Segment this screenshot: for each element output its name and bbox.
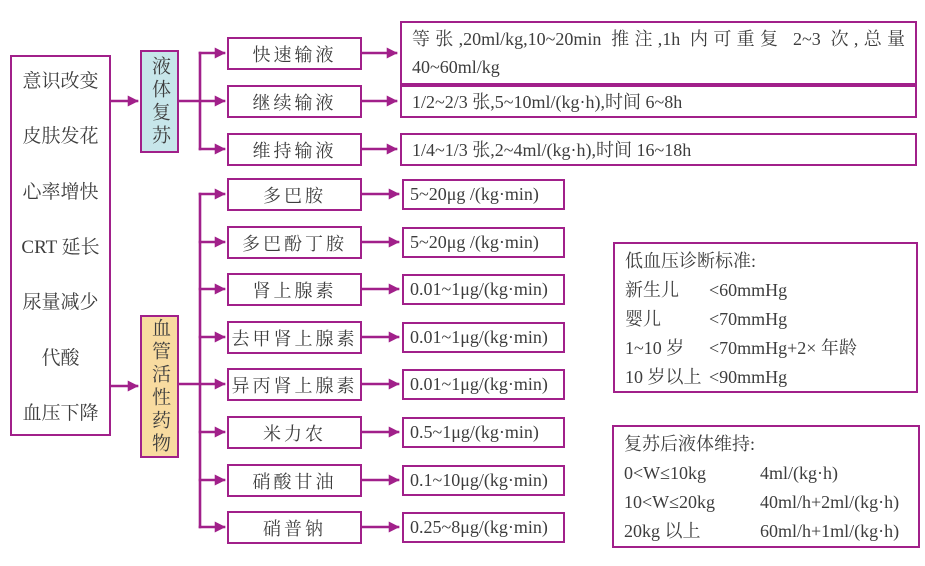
symptom-label: 心率增快	[22, 181, 99, 203]
dose-dobutamine	[402, 227, 565, 258]
dose-text: 5~20μg /(kg·min)	[410, 232, 539, 252]
dose-isoproterenol	[402, 369, 565, 400]
node-label: 多巴酚丁胺	[242, 233, 347, 254]
maintenance-rate: 40ml/h+2ml/(kg·h)	[760, 492, 900, 512]
detail-text: 等张,20ml/kg,10~20min 推注,1h 内可重复 2~3 次,总量	[412, 29, 905, 49]
dose-text: 0.01~1μg/(kg·min)	[410, 327, 548, 347]
dose-norepinephrine	[402, 322, 565, 353]
maintenance-row	[624, 517, 908, 546]
dose-text: 0.1~10μg/(kg·min)	[410, 470, 548, 490]
criteria-row	[625, 363, 906, 392]
node-label: 肾上腺素	[252, 280, 337, 301]
criteria-row	[625, 305, 906, 334]
dose-epinephrine	[402, 274, 565, 305]
node-label: 异丙肾上腺素	[231, 375, 358, 396]
node-rapid-infusion	[227, 37, 362, 70]
category-vasoactive-drugs	[140, 315, 179, 458]
node-label: 硝普钠	[263, 518, 326, 539]
criteria-age: 1~10 岁	[625, 338, 685, 358]
dose-milrinone	[402, 417, 565, 448]
node-label: 去甲肾上腺素	[231, 328, 358, 349]
criteria-age: 婴儿	[625, 309, 661, 329]
node-milrinone	[227, 416, 362, 449]
criteria-value: <70mmHg+2× 年龄	[709, 338, 857, 358]
node-label: 继续输液	[252, 92, 337, 113]
node-label: 维持输液	[252, 140, 337, 161]
symptom-label: CRT 延长	[21, 236, 100, 258]
dose-text: 0.5~1μg/(kg·min)	[410, 422, 539, 442]
node-label: 米力农	[263, 423, 326, 444]
detail-continue-infusion	[400, 85, 917, 118]
node-dobutamine	[227, 226, 362, 259]
criteria-row	[625, 276, 906, 305]
category-fluid-label: 液体复苏	[149, 55, 170, 148]
category-vasoactive-label: 血管活性药物	[149, 317, 170, 456]
category-fluid-resuscitation	[140, 50, 179, 153]
node-label: 硝酸甘油	[252, 471, 337, 492]
criteria-value: <70mmHg	[709, 309, 788, 329]
symptom-label: 代酸	[41, 347, 80, 369]
detail-maintain-infusion	[400, 133, 917, 166]
weight-range: 10<W≤20kg	[624, 492, 716, 512]
symptom-label: 皮肤发花	[22, 126, 99, 148]
maintenance-rate: 60ml/h+1ml/(kg·h)	[760, 521, 900, 541]
node-nitroglycerin	[227, 464, 362, 497]
node-isoproterenol	[227, 368, 362, 401]
node-label: 快速输液	[252, 44, 337, 65]
criteria-value: <60mmHg	[709, 280, 788, 300]
node-continue-infusion	[227, 85, 362, 118]
maintenance-row	[624, 459, 908, 488]
dose-text: 0.01~1μg/(kg·min)	[410, 279, 548, 299]
symptom-label: 尿量减少	[22, 292, 99, 314]
maintenance-row	[624, 488, 908, 517]
symptoms-box	[10, 55, 111, 436]
criteria-age: 新生儿	[625, 280, 679, 300]
weight-range: 20kg 以上	[624, 521, 701, 541]
node-epinephrine	[227, 273, 362, 306]
dose-text: 0.25~8μg/(kg·min)	[410, 517, 548, 537]
dose-dopamine	[402, 179, 565, 210]
detail-text: 1/2~2/3 张,5~10ml/(kg·h),时间 6~8h	[412, 91, 683, 112]
criteria-row	[625, 334, 906, 363]
node-nitroprusside	[227, 511, 362, 544]
hypotension-criteria-title: 低血压诊断标准:	[625, 251, 757, 271]
dose-text: 0.01~1μg/(kg·min)	[410, 374, 548, 394]
detail-rapid-infusion	[400, 21, 917, 85]
node-maintain-infusion	[227, 133, 362, 166]
dose-text: 5~20μg /(kg·min)	[410, 184, 539, 204]
dose-nitroprusside	[402, 512, 565, 543]
criteria-age: 10 岁以上	[625, 367, 702, 387]
node-dopamine	[227, 178, 362, 211]
detail-text: 1/4~1/3 张,2~4ml/(kg·h),时间 16~18h	[412, 139, 692, 160]
node-label: 多巴胺	[263, 185, 326, 206]
detail-text: 40~60ml/kg	[412, 57, 500, 77]
symptom-label: 意识改变	[22, 71, 99, 92]
symptom-label: 血压下降	[22, 402, 99, 424]
fluid-maintenance-title: 复苏后液体维持:	[624, 434, 756, 454]
criteria-value: <90mmHg	[709, 367, 788, 387]
fluid-maintenance-box	[612, 425, 920, 548]
dose-nitroglycerin	[402, 465, 565, 496]
maintenance-rate: 4ml/(kg·h)	[760, 463, 838, 483]
node-norepinephrine	[227, 321, 362, 354]
weight-range: 0<W≤10kg	[624, 463, 707, 483]
hypotension-criteria-box	[613, 242, 918, 393]
